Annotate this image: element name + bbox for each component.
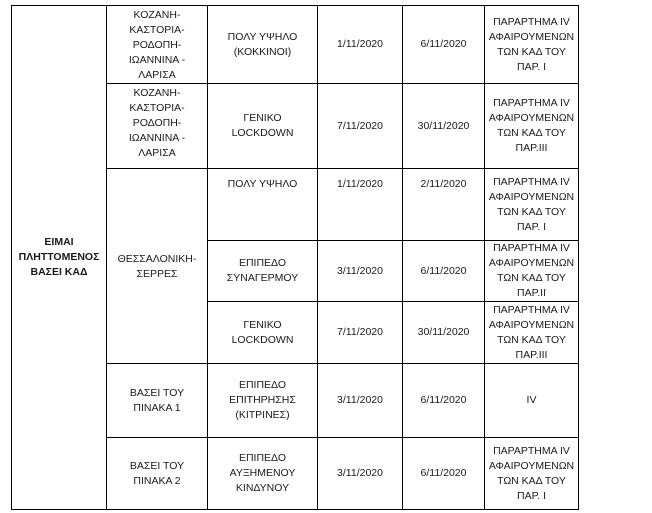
annex-cell — [485, 364, 579, 438]
annex-cell — [485, 438, 579, 510]
level-cell — [208, 241, 318, 302]
group-label-cell — [12, 6, 107, 510]
level-line: ΑΥΞΗΜΕΝΟΥ — [229, 467, 296, 479]
level-line: ΕΠΙΠΕΔΟ — [238, 257, 287, 269]
restrictions-table — [11, 5, 579, 510]
region-line: ΣΕΡΡΕΣ — [136, 268, 178, 280]
region-line: ΠΙΝΑΚΑ 2 — [133, 474, 181, 487]
annex-line: ΠΑΡΑΡΤΗΜΑ IV — [493, 303, 570, 316]
level-line: ΓΕΝΙΚΟ — [243, 112, 282, 124]
start-date-cell: 7/11/2020 — [318, 302, 403, 364]
region-line: ΙΩΑΝΝΙΝΑ - — [128, 132, 186, 144]
end-date-cell: 30/11/2020 — [403, 84, 485, 169]
level-line: ΠΟΛΥ ΥΨΗΛΟ — [227, 30, 298, 43]
region-line: ΚΑΣΤΟΡΙΑ- — [129, 24, 185, 36]
start-date-cell: 1/11/2020 — [318, 6, 403, 84]
annex-line: ΠΑΡ. Ι — [517, 220, 546, 233]
annex-line: ΠΑΡ.ΙΙ — [517, 287, 546, 299]
region-cell — [107, 169, 208, 364]
annex-line: IV — [526, 394, 537, 406]
region-cell — [107, 84, 208, 169]
annex-line: ΠΑΡΑΡΤΗΜΑ IV — [493, 175, 570, 188]
level-line: LOCKDOWN — [231, 127, 294, 139]
start-date-cell: 3/11/2020 — [318, 241, 403, 302]
annex-line: ΤΩΝ ΚΑΔ ΤΟΥ — [497, 205, 566, 218]
level-line: ΣΥΝΑΓΕΡΜΟΥ — [226, 272, 299, 284]
region-cell — [107, 6, 208, 84]
end-date-cell: 6/11/2020 — [403, 438, 485, 510]
region-line: ΡΟΔΟΠΗ- — [132, 39, 182, 51]
annex-line: ΤΩΝ ΚΑΔ ΤΟΥ — [497, 474, 566, 487]
annex-line: ΑΦΑΙΡΟΥΜΕΝΩΝ — [488, 112, 575, 124]
level-cell — [208, 438, 318, 510]
annex-line: ΠΑΡ. Ι — [517, 489, 546, 502]
end-date-cell: 6/11/2020 — [403, 6, 485, 84]
level-cell — [208, 302, 318, 364]
level-line: (ΚΙΤΡΙΝΕΣ) — [235, 409, 290, 421]
region-line: ΚΟΖΑΝΗ- — [133, 87, 181, 99]
annex-line: ΠΑΡ. Ι — [517, 60, 546, 73]
annex-line: ΤΩΝ ΚΑΔ ΤΟΥ — [497, 127, 566, 139]
region-cell — [107, 364, 208, 438]
start-date-cell: 3/11/2020 — [318, 364, 403, 438]
region-line: ΒΑΣΕΙ ΤΟΥ — [129, 386, 185, 399]
level-cell — [208, 6, 318, 84]
level-line: ΓΕΝΙΚΟ — [243, 318, 282, 331]
region-line: ΚΟΖΑΝΗ- — [133, 9, 181, 21]
level-line: ΠΟΛΥ ΥΨΗΛΟ — [227, 178, 298, 190]
annex-cell — [485, 169, 579, 241]
level-cell — [208, 84, 318, 169]
region-line: ΛΑΡΙΣΑ — [138, 147, 176, 159]
region-line: ΠΙΝΑΚΑ 1 — [133, 401, 181, 414]
group-label-line: ΒΑΣΕΙ ΚΑΔ — [30, 266, 88, 278]
annex-line: ΠΑΡΑΡΤΗΜΑ IV — [493, 15, 570, 28]
region-line: ΘΕΣΣΑΛΟΝΙΚΗ- — [117, 253, 197, 265]
annex-line: ΤΩΝ ΚΑΔ ΤΟΥ — [497, 333, 566, 346]
region-line: ΡΟΔΟΠΗ- — [132, 117, 182, 129]
annex-line: ΠΑΡΑΡΤΗΜΑ IV — [493, 97, 570, 109]
annex-line: ΑΦΑΙΡΟΥΜΕΝΩΝ — [488, 190, 575, 203]
group-label-line: ΠΛΗΤΤΟΜΕΝΟΣ — [18, 251, 100, 263]
level-line: ΚΙΝΔΥΝΟΥ — [235, 482, 290, 494]
annex-line: ΠΑΡΑΡΤΗΜΑ IV — [493, 242, 570, 254]
level-line: ΕΠΙΤΗΡΗΣΗΣ — [229, 394, 296, 406]
start-date-cell: 3/11/2020 — [318, 438, 403, 510]
annex-line: ΑΦΑΙΡΟΥΜΕΝΩΝ — [488, 30, 575, 43]
table-row — [12, 6, 579, 84]
region-line: ΙΩΑΝΝΙΝΑ - — [128, 54, 186, 66]
level-line: LOCKDOWN — [231, 333, 294, 346]
end-date-cell: 6/11/2020 — [403, 241, 485, 302]
annex-line: ΠΑΡΑΡΤΗΜΑ IV — [493, 444, 570, 457]
level-line: ΕΠΙΠΕΔΟ — [238, 379, 287, 391]
annex-line: ΑΦΑΙΡΟΥΜΕΝΩΝ — [488, 318, 575, 331]
annex-line: ΠΑΡ.ΙΙΙ — [515, 348, 548, 361]
annex-line: ΤΩΝ ΚΑΔ ΤΟΥ — [497, 272, 566, 284]
annex-cell — [485, 6, 579, 84]
end-date-cell: 6/11/2020 — [403, 364, 485, 438]
annex-line: ΑΦΑΙΡΟΥΜΕΝΩΝ — [488, 459, 575, 472]
region-line: ΒΑΣΕΙ ΤΟΥ — [129, 459, 185, 472]
region-line: ΛΑΡΙΣΑ — [138, 69, 176, 81]
region-line: ΚΑΣΤΟΡΙΑ- — [129, 102, 185, 114]
annex-line: ΑΦΑΙΡΟΥΜΕΝΩΝ — [488, 257, 575, 269]
end-date-cell: 2/11/2020 — [403, 169, 485, 241]
group-label-line: ΕΙΜΑΙ — [44, 236, 74, 248]
start-date-cell: 7/11/2020 — [318, 84, 403, 169]
annex-cell — [485, 302, 579, 364]
annex-line: ΤΩΝ ΚΑΔ ΤΟΥ — [497, 45, 566, 58]
start-date-cell: 1/11/2020 — [318, 169, 403, 241]
region-cell — [107, 438, 208, 510]
end-date-cell: 30/11/2020 — [403, 302, 485, 364]
level-line: ΕΠΙΠΕΔΟ — [238, 452, 287, 464]
annex-line: ΠΑΡ.ΙΙΙ — [515, 142, 548, 154]
annex-cell — [485, 241, 579, 302]
annex-cell — [485, 84, 579, 169]
level-line: (ΚΟΚΚΙΝΟΙ) — [233, 45, 292, 58]
level-cell — [208, 169, 318, 241]
level-cell — [208, 364, 318, 438]
